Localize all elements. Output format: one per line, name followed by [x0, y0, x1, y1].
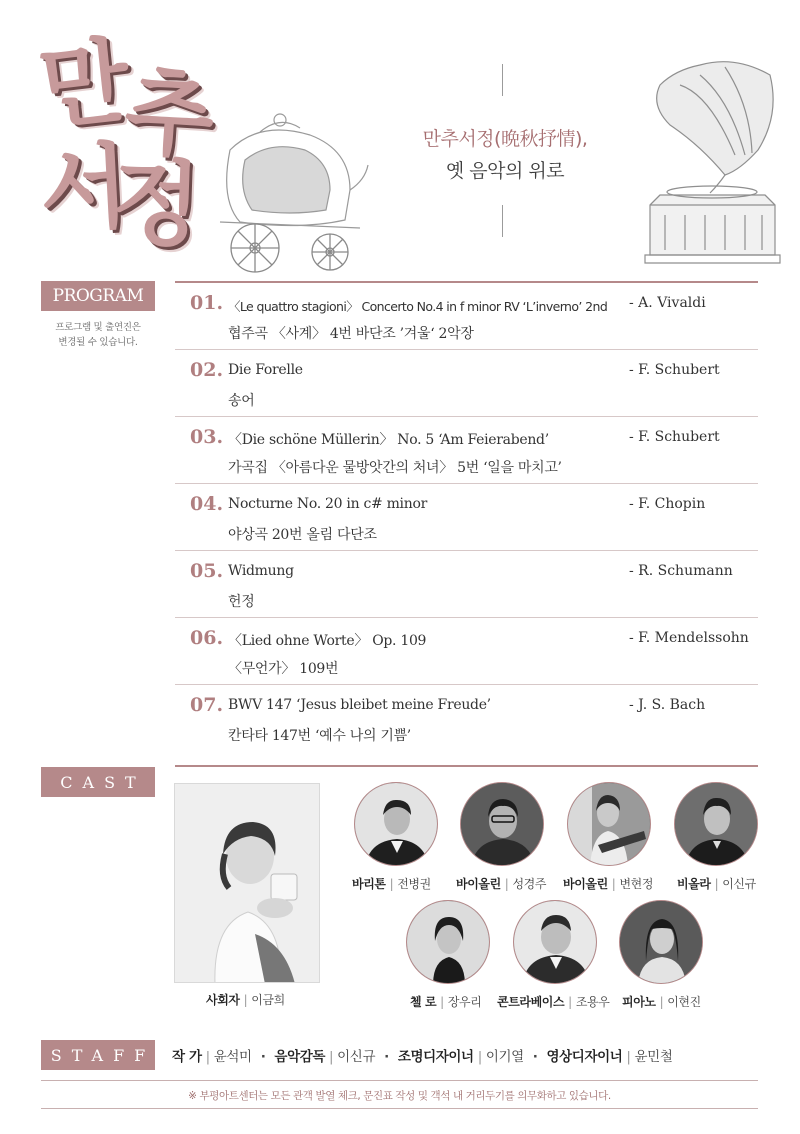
program-label: PROGRAM [41, 281, 155, 311]
portrait-violin-1 [460, 782, 544, 866]
staff-separator: | [477, 1049, 482, 1065]
notice-text: ※ 부평아트센터는 모든 관객 발열 체크, 문진표 작성 및 객석 내 거리두기를 의무화하고 있습니다. [188, 1090, 611, 1102]
cast-name: 전병권 [397, 877, 431, 891]
program-subtitle: 칸타타 147번 ‘예수 나의 기쁨’ [228, 728, 411, 744]
cast-role: 바이올린 [563, 877, 608, 891]
program-note-line-1: 프로그램 및 출연진은 [55, 322, 141, 333]
cast-separator: | [504, 877, 509, 891]
cast-separator: | [659, 995, 664, 1009]
cast-role: 바리톤 [352, 877, 386, 891]
title-char-2: 추 [121, 57, 218, 171]
cast-name: 장우리 [447, 995, 482, 1009]
cast-separator: | [243, 993, 248, 1007]
cast-role: 비올라 [677, 877, 711, 891]
cast-separator: | [568, 995, 572, 1009]
program-title: BWV 147 ‘Jesus bleibet meine Freude’ [228, 697, 491, 713]
staff-role: 영상디자이너 [546, 1049, 623, 1065]
program-title: 〈Lied ohne Worte〉 Op. 109 [228, 633, 427, 649]
program-number: 07. [190, 694, 224, 716]
program-item-07 [175, 685, 758, 752]
program-item-04 [175, 484, 758, 551]
gramophone-illustration [640, 55, 785, 270]
staff-role: 음악감독 [274, 1049, 325, 1065]
portrait-contrabass [513, 900, 597, 984]
host-photo [174, 783, 320, 983]
cast-separator: | [714, 877, 719, 891]
cast-caption-contrabass [497, 993, 609, 1010]
cast-separator: | [611, 877, 616, 891]
cast-caption-violin-2 [563, 875, 653, 892]
staff-name: 이신규 [337, 1049, 376, 1065]
program-number: 03. [190, 426, 224, 448]
cast-caption-violin-1 [456, 875, 546, 892]
cast-caption-cello [410, 993, 481, 1010]
staff-role: 작 가 [172, 1049, 202, 1065]
carriage-illustration [200, 110, 370, 280]
cast-separator: | [440, 995, 444, 1009]
title-char-1: 만 [34, 25, 135, 143]
program-number: 06. [190, 627, 224, 649]
cast-role: 사회자 [206, 993, 240, 1007]
program-title: 〈Le quattro stagioni〉 Concerto No.4 in f minor RV ‘L’inverno’ 2nd [228, 299, 608, 314]
staff-name: 이기열 [485, 1049, 524, 1065]
subtitle-line-2: 옛 음악의 위로 [445, 160, 565, 182]
portrait-violin-2 [567, 782, 651, 866]
program-number: 01. [190, 292, 224, 314]
cast-name: 이신규 [722, 877, 756, 891]
staff-dot: · [384, 1049, 389, 1065]
subtitle-line-1: 만추서정(晩秋抒情), [422, 128, 588, 150]
program-note [41, 320, 155, 350]
staff-label: STAFF [41, 1040, 155, 1070]
divider-bottom [502, 205, 503, 237]
cast-caption-viola [677, 875, 756, 892]
program-composer: - R. Schumann [629, 563, 733, 579]
portrait-viola [674, 782, 758, 866]
cast-label: CAST [41, 767, 155, 797]
program-item-05 [175, 551, 758, 618]
cast-name: 이금희 [251, 993, 285, 1007]
program-title: Widmung [228, 563, 294, 579]
portrait-cello [406, 900, 490, 984]
portrait-baritone [354, 782, 438, 866]
cast-separator: | [389, 877, 394, 891]
cast-caption-baritone [352, 875, 431, 892]
program-subtitle: 가곡집 〈아름다운 물방앗간의 처녀〉 5번 ‘일을 마치고’ [228, 460, 562, 476]
program-item-02 [175, 350, 758, 417]
staff-dot: · [532, 1049, 538, 1065]
program-composer: - F. Schubert [629, 429, 720, 445]
cast-name: 조용우 [575, 995, 610, 1009]
program-item-06 [175, 618, 758, 685]
staff-line [172, 1045, 672, 1065]
divider-top [502, 64, 503, 96]
staff-role: 조명디자이너 [397, 1049, 474, 1065]
staff-dot: · [260, 1049, 266, 1065]
program-item-03 [175, 417, 758, 484]
cast-name: 성경주 [512, 877, 547, 891]
portrait-piano [619, 900, 703, 984]
cast-name: 이현진 [667, 995, 701, 1009]
program-number: 02. [190, 359, 224, 381]
title-char-3: 서 [37, 131, 132, 245]
cast-role: 콘트라베이스 [497, 995, 565, 1009]
cast-role: 바이올린 [456, 877, 501, 891]
program-composer: - F. Schubert [629, 362, 720, 378]
program-subtitle: 헌정 [228, 594, 255, 610]
cast-caption-piano [622, 993, 701, 1010]
staff-separator: | [626, 1049, 631, 1065]
program-composer: - A. Vivaldi [629, 295, 706, 311]
program-title: Die Forelle [228, 362, 303, 378]
program-composer: - F. Chopin [629, 496, 706, 512]
notice-rule-top [41, 1080, 758, 1081]
staff-separator: | [329, 1049, 334, 1065]
cast-name: 변현정 [619, 877, 654, 891]
program-rule-bottom [175, 765, 758, 767]
program-composer: - J. S. Bach [629, 697, 706, 713]
program-subtitle: 야상곡 20번 올림 다단조 [228, 527, 377, 543]
program-title: Nocturne No. 20 in c# minor [228, 496, 427, 512]
staff-name: 윤석미 [213, 1049, 252, 1065]
title-char-4: 정 [110, 148, 203, 260]
staff-name: 윤민철 [634, 1049, 673, 1065]
program-note-line-2: 변경될 수 있습니다. [58, 337, 138, 348]
cast-role: 피아노 [622, 995, 656, 1009]
program-subtitle: 〈무언가〉 109번 [228, 661, 339, 677]
program-list [175, 283, 758, 752]
program-title: 〈Die schöne Müllerin〉 No. 5 ‘Am Feierabend’ [228, 432, 549, 448]
program-number: 04. [190, 493, 224, 515]
program-composer: - F. Mendelssohn [629, 630, 749, 646]
program-subtitle: 협주곡 〈사계〉 4번 바단조 ’겨울‘ 2악장 [228, 326, 474, 342]
staff-separator: | [205, 1049, 210, 1065]
program-number: 05. [190, 560, 224, 582]
cast-role: 첼 로 [410, 995, 437, 1009]
program-item-01 [175, 283, 758, 350]
cast-caption-host [206, 991, 285, 1008]
program-subtitle: 송어 [228, 393, 255, 409]
notice-rule-bottom [41, 1108, 758, 1109]
